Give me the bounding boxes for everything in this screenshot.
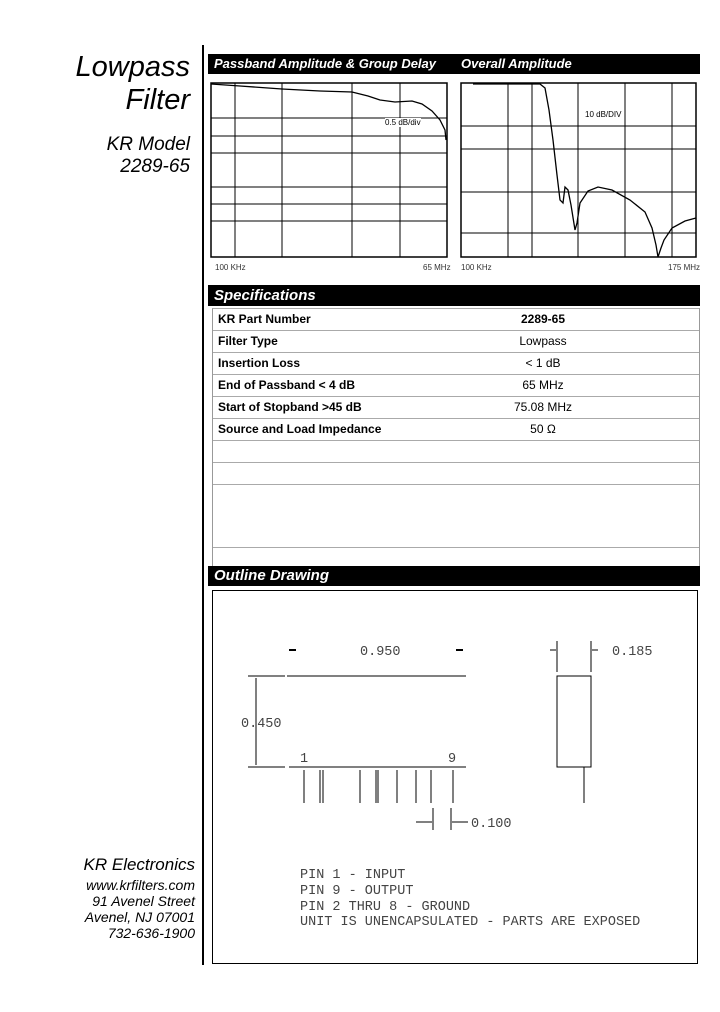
model-number: 2289-65 [120, 156, 190, 177]
dim-width: 0.185 [612, 645, 653, 660]
note-line: UNIT IS UNENCAPSULATED - PARTS ARE EXPOSED [300, 915, 641, 930]
spec-label: Filter Type [218, 334, 278, 348]
overall-x-start: 100 KHz [461, 263, 492, 272]
company-name: KR Electronics [83, 855, 195, 874]
spec-label: Source and Load Impedance [218, 422, 382, 436]
dim-pitch: 0.100 [471, 817, 512, 832]
note-line: PIN 1 - INPUT [300, 868, 406, 883]
passband-header: Passband Amplitude & Group Delay [208, 54, 455, 74]
spec-value: 2289-65 [520, 312, 566, 326]
spec-label: Start of Stopband >45 dB [218, 400, 362, 414]
spec-value: 65 MHz [522, 378, 564, 392]
pin-first-label: 1 [300, 752, 309, 767]
spec-value: < 1 dB [525, 356, 561, 370]
dim-length: 0.950 [360, 645, 401, 660]
dim-height: 0.450 [241, 717, 282, 732]
spec-label: End of Passband < 4 dB [218, 378, 356, 392]
outline-header: Outline Drawing [208, 566, 700, 586]
spec-label: KR Part Number [218, 312, 311, 326]
note-line: PIN 9 - OUTPUT [300, 884, 414, 899]
passband-scale: 0.5 dB/div [385, 118, 421, 127]
spec-value: 50 Ω [530, 422, 556, 436]
passband-x-end: 65 MHz [423, 263, 451, 272]
title-line1: Lowpass [75, 51, 190, 83]
overall-x-end: 175 MHz [668, 263, 701, 272]
spec-label: Insertion Loss [218, 356, 301, 370]
pin-last-label: 9 [448, 752, 457, 767]
specs-header: Specifications [208, 285, 700, 306]
company-web[interactable]: www.krfilters.com [86, 877, 195, 893]
company-phone: 732-636-1900 [107, 925, 195, 941]
note-line: PIN 2 THRU 8 - GROUND [300, 900, 471, 915]
overall-scale: 10 dB/DIV [585, 110, 622, 119]
title-line2: Filter [125, 84, 190, 116]
company-street: 91 Avenel Street [92, 893, 195, 909]
model-label: KR Model [106, 134, 190, 155]
overall-header: Overall Amplitude [455, 54, 700, 74]
company-city: Avenel, NJ 07001 [84, 909, 195, 925]
passband-x-start: 100 KHz [215, 263, 246, 272]
spec-value: Lowpass [519, 334, 567, 348]
spec-value: 75.08 MHz [513, 400, 573, 414]
